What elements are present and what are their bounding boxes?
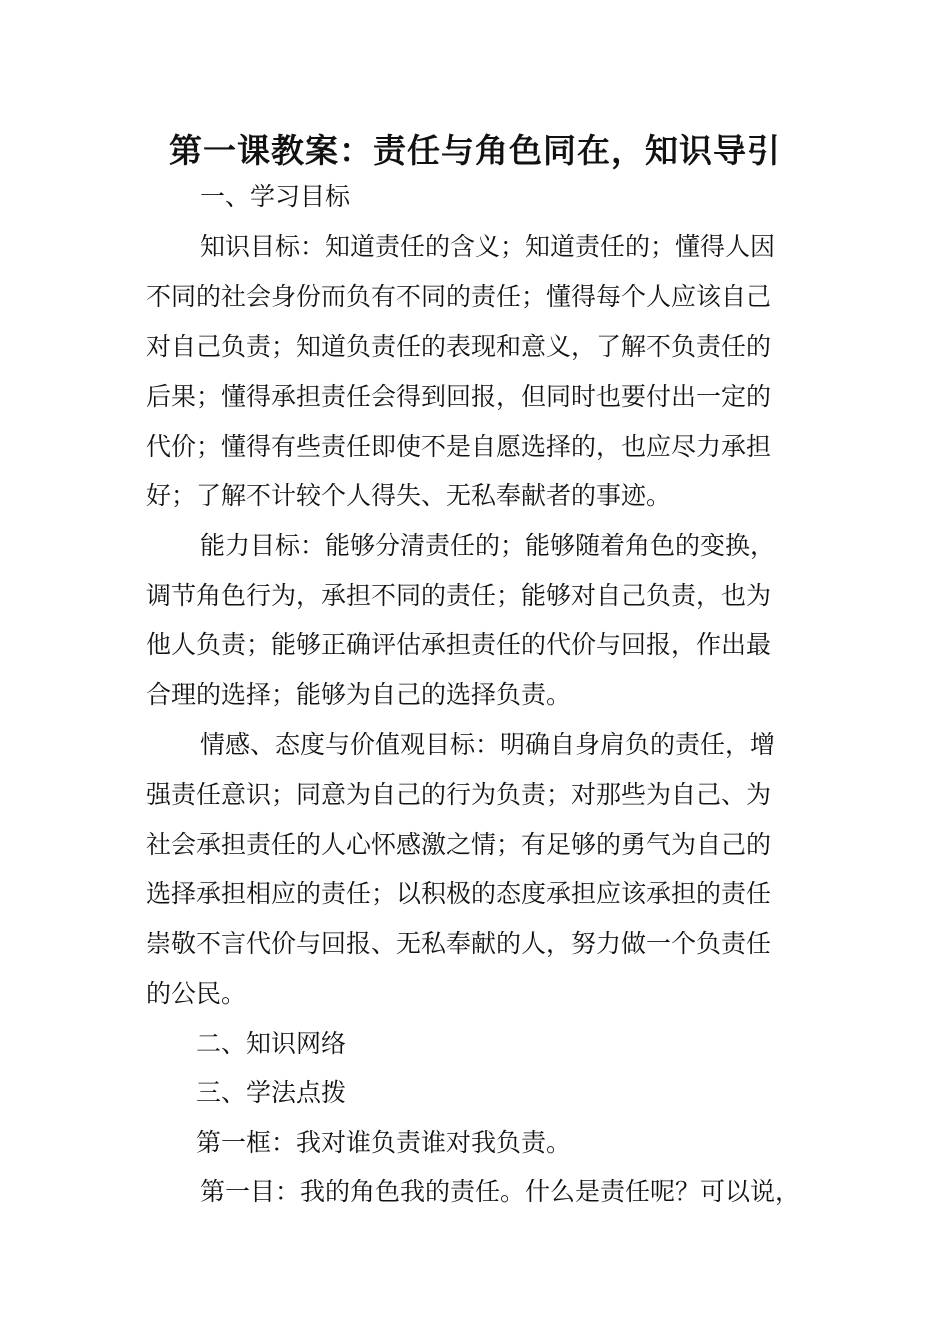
paragraph-line: 崇敬不言代价与回报、无私奉献的人，努力做一个负责任 [146,929,772,958]
paragraph-line: 代价；懂得有些责任即使不是自愿选择的，也应尽力承担 [146,432,772,461]
paragraph-line: 选择承担相应的责任；以积极的态度承担应该承担的责任 [146,879,772,908]
section-heading-study-methods: 三、学法点拨 [196,1078,347,1107]
paragraph-line: 强责任意识；同意为自己的行为负责；对那些为自己、为 [146,780,772,809]
subsection-heading: 第一框：我对谁负责谁对我负责。 [196,1128,572,1157]
section-heading-knowledge-network: 二、知识网络 [196,1029,347,1058]
paragraph-line: 好；了解不计较个人得失、无私奉献者的事迹。 [146,481,672,510]
paragraph-line: 不同的社会身份而负有不同的责任；懂得每个人应该自己 [146,282,772,311]
paragraph-line: 社会承担责任的人心怀感激之情；有足够的勇气为自己的 [146,830,772,859]
paragraph-line: 第一目：我的角色我的责任。什么是责任呢？可以说， [200,1177,801,1206]
paragraph-line: 合理的选择；能够为自己的选择负责。 [146,680,572,709]
section-heading-learning-goals: 一、学习目标 [200,182,351,211]
paragraph-line: 对自己负责；知道负责任的表现和意义，了解不负责任的 [146,332,772,361]
paragraph-line: 他人负责；能够正确评估承担责任的代价与回报，作出最 [146,630,772,659]
paragraph-line: 知识目标：知道责任的含义；知道责任的；懂得人因 [200,232,776,261]
paragraph-line: 调节角色行为，承担不同的责任；能够对自己负责，也为 [146,581,772,610]
paragraph-line: 情感、态度与价值观目标：明确自身肩负的责任，增 [200,730,776,759]
paragraph-line: 后果；懂得承担责任会得到回报，但同时也要付出一定的 [146,382,772,411]
paragraph-line: 的公民。 [146,979,247,1008]
page-title: 第一课教案：责任与角色同在，知识导引 [169,131,781,170]
paragraph-line: 能力目标：能够分清责任的；能够随着角色的变换， [200,531,776,560]
